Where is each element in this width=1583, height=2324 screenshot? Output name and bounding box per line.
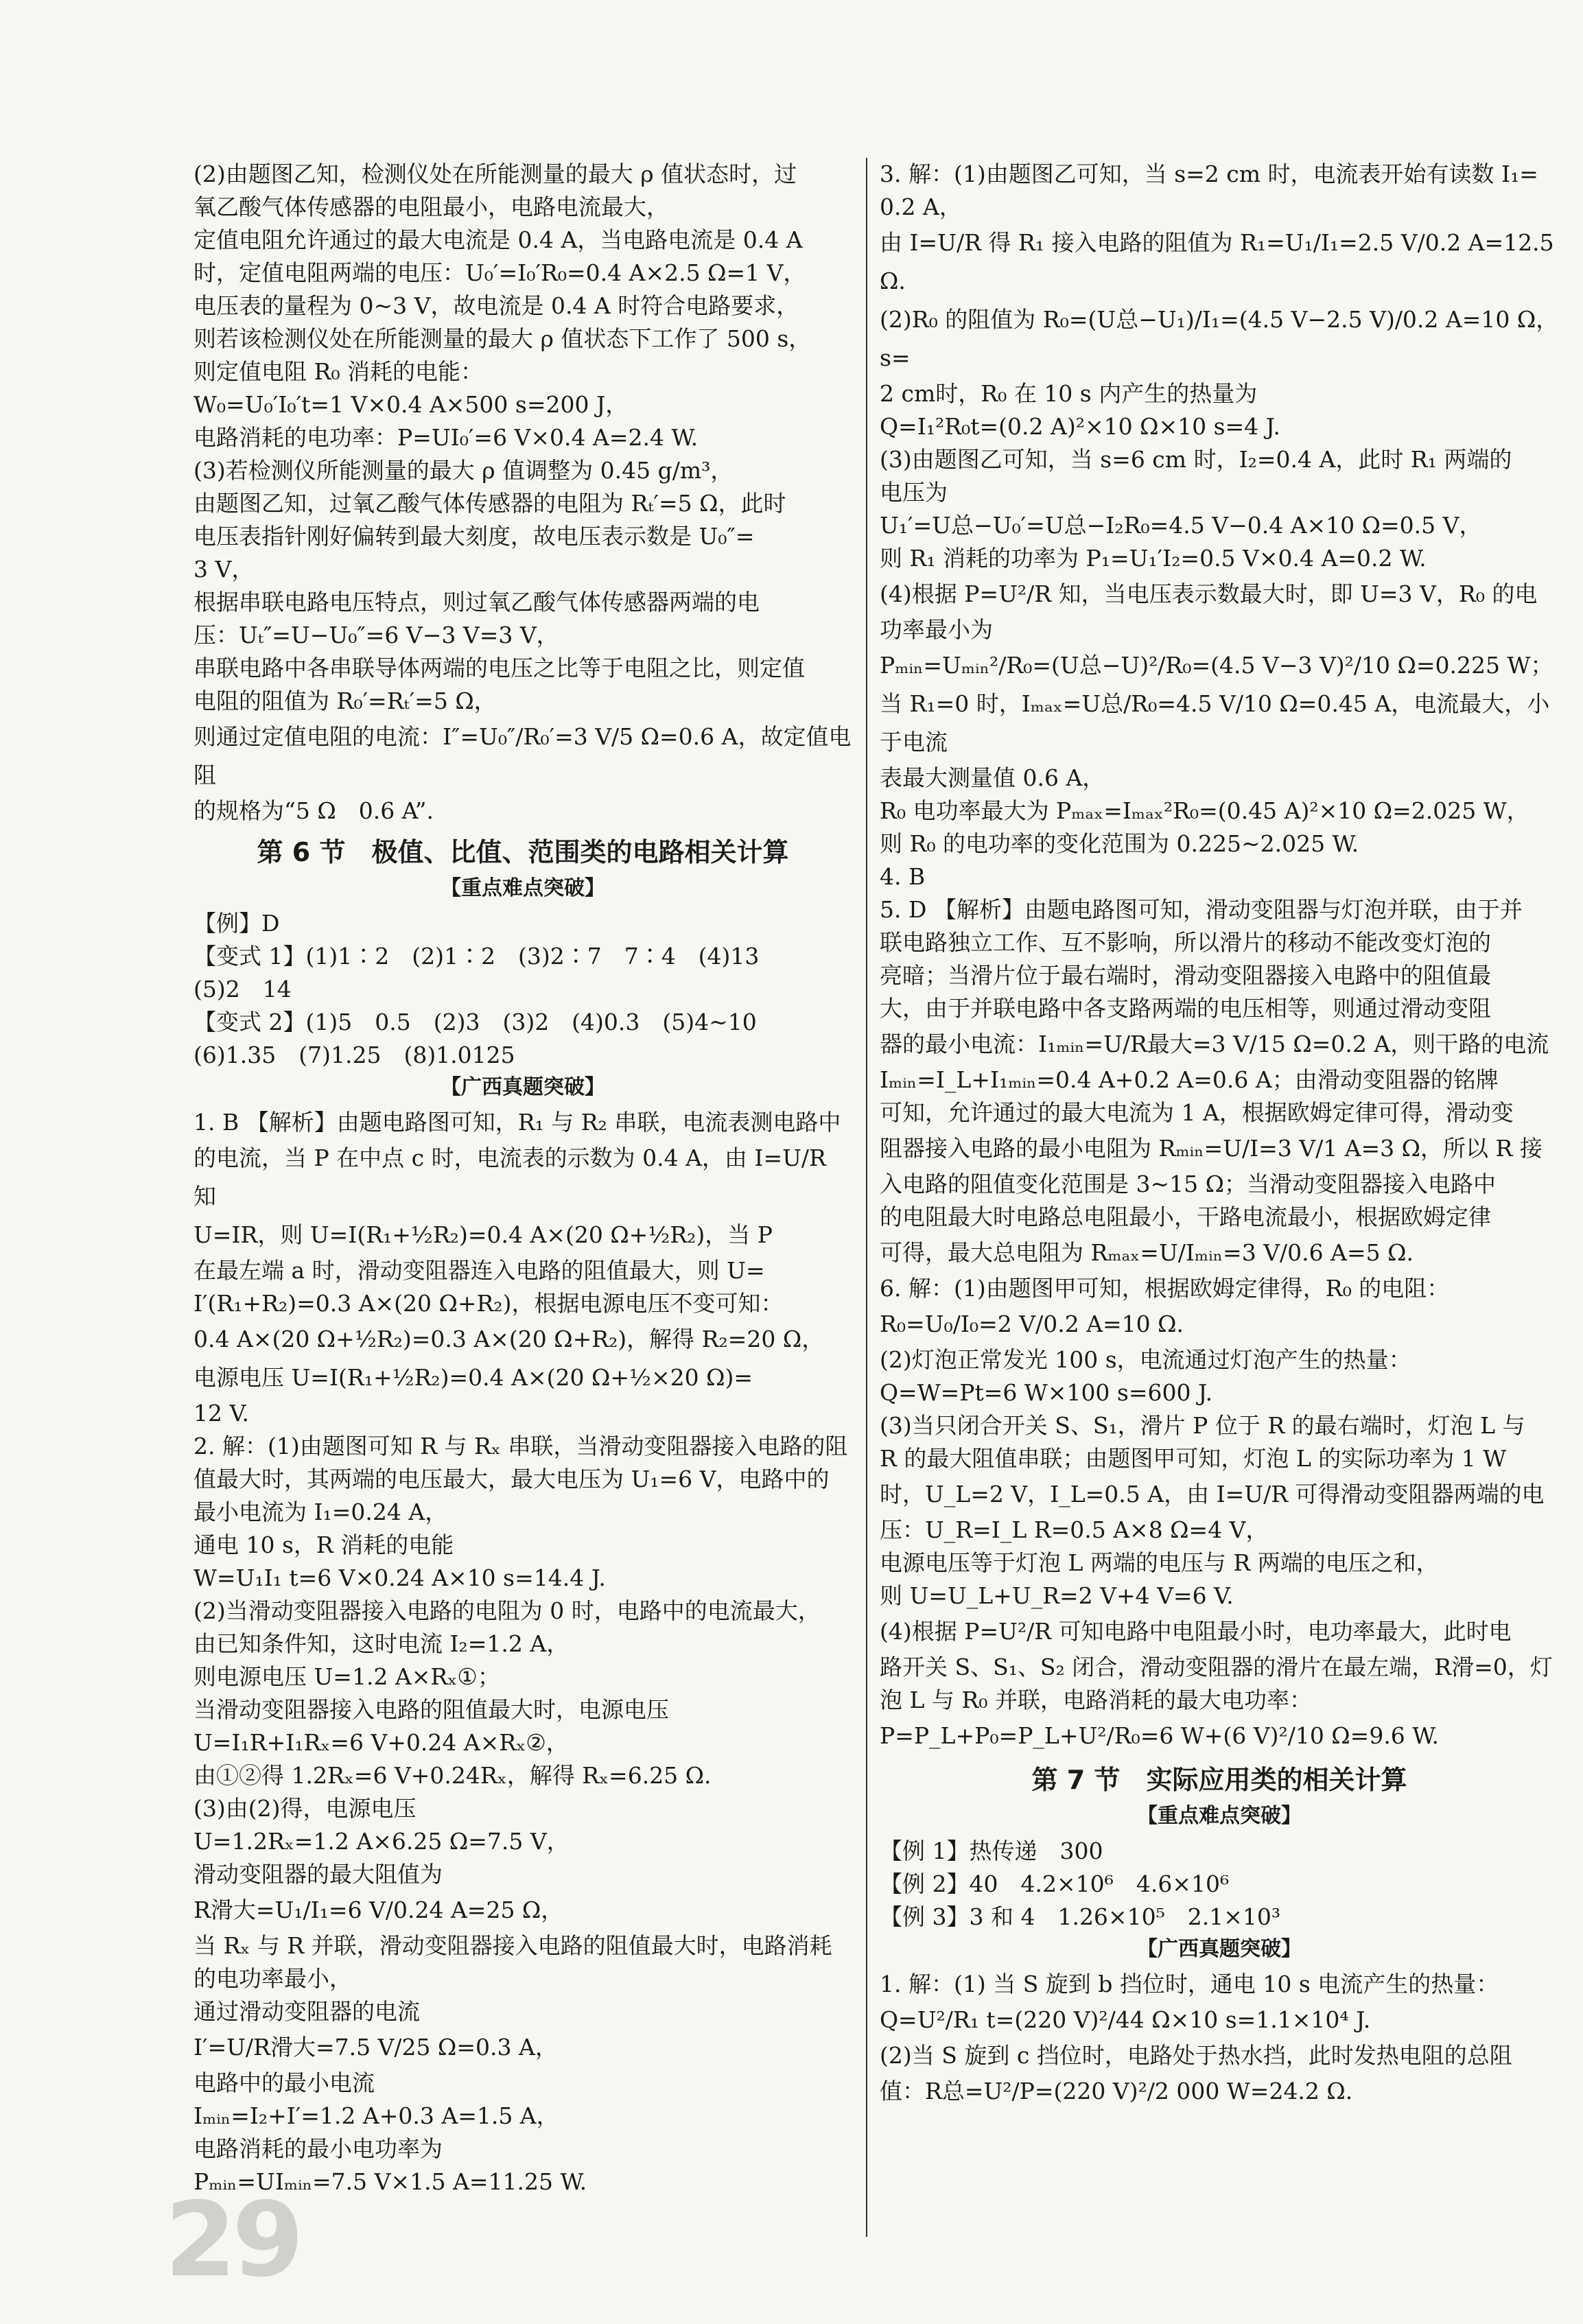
text-line: (3)由(2)得，电源电压 (194, 1795, 417, 1822)
text-line: 大，由于并联电路中各支路两端的电压相等，则通过滑动变阻 (880, 995, 1491, 1022)
question-1 (194, 1106, 852, 1430)
question-6 (880, 1272, 1559, 1755)
text-line: 0.2 A， (880, 193, 962, 220)
text-line: 值最大时，其两端的电压最大，最大电压为 U₁=6 V，电路中的 (194, 1466, 830, 1492)
text-line: 则 R₀ 的电功率的变化范围为 0.225~2.025 W. (880, 830, 1359, 857)
text-line: 【变式 2】(1)5 0.5 (2)3 (3)2 (4)0.3 (5)4~10 (194, 1009, 757, 1035)
text-line: Q=I₁²R₀t=(0.2 A)²×10 Ω×10 s=4 J. (880, 413, 1280, 440)
answer-part1 (194, 158, 852, 828)
section-7-subtitle-guangxi: 【广西真题突破】 (1137, 1937, 1302, 1961)
text-line: 压：U_R=I_L R=0.5 A×8 Ω=4 V， (880, 1516, 1269, 1543)
text-line: 3 V， (194, 556, 255, 583)
text-line: 则若该检测仪处在所能测量的最大 ρ 值状态下工作了 500 s， (194, 325, 812, 352)
text-line: Pₘᵢₙ=Uₘᵢₙ²/R₀=(U总−U)²/R₀=(4.5 V−3 V)²/10 Ω=0.225 W； (880, 652, 1553, 679)
question-5 (880, 893, 1559, 1272)
text-line: 2. 解：(1)由题图可知 R 与 Rₓ 串联，当滑动变阻器接入电路的阻 (194, 1433, 848, 1459)
text-line: U=1.2Rₓ=1.2 A×6.25 Ω=7.5 V， (194, 1828, 570, 1855)
text-line: W=U₁I₁ t=6 V×0.24 A×10 s=14.4 J. (194, 1564, 606, 1591)
text-line: 功率最小为 (880, 616, 993, 643)
text-line: 1. B 【解析】由题电路图可知，R₁ 与 R₂ 串联，电流表测电路中 (194, 1109, 841, 1136)
text-line: R₀ 电功率最大为 Pₘₐₓ=Iₘₐₓ²R₀=(0.45 A)²×10 Ω=2.025 W， (880, 797, 1529, 824)
text-line: Iₘᵢₙ=I_L+I₁ₘᵢₙ=0.4 A+0.2 A=0.6 A；由滑动变阻器的铭牌 (880, 1066, 1499, 1093)
section-7-answers (880, 1835, 1559, 1934)
text-line: (2)当滑动变阻器接入电路的电阻为 0 时，电路中的电流最大， (194, 1597, 821, 1624)
text-line: 由已知条件知，这时电流 I₂=1.2 A， (194, 1630, 570, 1657)
text-line: 串联电路中各串联导体两端的电压之比等于电阻之比，则定值 (194, 655, 805, 681)
text-line: 则 R₁ 消耗的功率为 P₁=U₁′I₂=0.5 V×0.4 A=0.2 W. (880, 545, 1427, 572)
text-line: 阻器接入电路的最小电阻为 Rₘᵢₙ=U/I=3 V/1 A=3 Ω，所以 R 接 (880, 1135, 1543, 1162)
text-line: 电源电压 U=I(R₁+½R₂)=0.4 A×(20 Ω+½×20 Ω)= (194, 1364, 753, 1391)
column-divider (866, 158, 867, 2237)
text-line: U₁′=U总−U₀′=U总−I₂R₀=4.5 V−0.4 A×10 Ω=0.5 V， (880, 512, 1482, 539)
text-line: 电路消耗的最小电功率为 (194, 2135, 443, 2162)
text-line: 1. 解：(1) 当 S 旋到 b 挡位时，通电 10 s 电流产生的热量： (880, 1971, 1499, 1997)
text-line: 压：Uₜ″=U−U₀″=6 V−3 V=3 V， (194, 622, 559, 648)
right-column (880, 158, 1562, 2283)
text-line: 可得，最大总电阻为 Rₘₐₓ=U/Iₘᵢₙ=3 V/0.6 A=5 Ω. (880, 1239, 1414, 1266)
text-line: 则定值电阻 R₀ 消耗的电能： (194, 358, 484, 385)
text-line: 由题图乙知，过氧乙酸气体传感器的电阻为 Rₜ′=5 Ω，此时 (194, 490, 786, 517)
text-line: 通电 10 s，R 消耗的电能 (194, 1531, 454, 1558)
text-line: 时，定值电阻两端的电压：U₀′=I₀′R₀=0.4 A×2.5 Ω=1 V， (194, 259, 806, 286)
text-line: Q=W=Pt=6 W×100 s=600 J. (880, 1379, 1213, 1406)
text-line: 电阻的阻值为 R₀′=Rₜ′=5 Ω， (194, 688, 497, 714)
text-line: (2)当 S 旋到 c 挡位时，电路处于热水挡，此时发热电阻的总阻 (880, 2042, 1512, 2069)
text-line: 路开关 S、S₁、S₂ 闭合，滑动变阻器的滑片在最左端，R滑=0，灯 (880, 1654, 1553, 1680)
section-6-subtitle-key-points: 【重点难点突破】 (441, 876, 605, 900)
text-line: 电压表的量程为 0~3 V，故电流是 0.4 A 时符合电路要求， (194, 292, 799, 319)
text-line: 的电阻最大时电路总电阻最小，干路电流最小，根据欧姆定律 (880, 1204, 1491, 1230)
text-line: 泡 L 与 R₀ 并联，电路消耗的最大电功率： (880, 1687, 1312, 1713)
text-line: 5. D 【解析】由题电路图可知，滑动变阻器与灯泡并联，由于并 (880, 896, 1523, 923)
text-line: Q=U²/R₁ t=(220 V)²/44 Ω×10 s=1.1×10⁴ J. (880, 2006, 1371, 2033)
text-line: R滑大=U₁/I₁=6 V/0.24 A=25 Ω， (194, 1897, 564, 1923)
text-line: Iₘᵢₙ=I₂+I′=1.2 A+0.3 A=1.5 A， (194, 2102, 559, 2129)
text-line: 由①②得 1.2Rₓ=6 V+0.24Rₓ，解得 Rₓ=6.25 Ω. (194, 1762, 712, 1789)
text-line: 的电流，当 P 在中点 c 时，电流表的示数为 0.4 A，由 I=U/R 知 (194, 1145, 834, 1210)
text-line: 电路中的最小电流 (194, 2069, 375, 2096)
text-line: 氧乙酸气体传感器的电阻最小，电路电流最大， (194, 193, 669, 220)
text-line: 【例 2】40 4.2×10⁶ 4.6×10⁶ (880, 1870, 1230, 1897)
text-line: 根据串联电路电压特点，则过氧乙酸气体传感器两端的电 (194, 589, 760, 615)
text-line: P=P_L+P₀=P_L+U²/R₀=6 W+(6 V)²/10 Ω=9.6 W. (880, 1722, 1439, 1749)
text-line: (2)灯泡正常发光 100 s，电流通过灯泡产生的热量： (880, 1346, 1411, 1373)
text-line: 器的最小电流：I₁ₘᵢₙ=U/R最大=3 V/15 Ω=0.2 A，则干路的电流 (880, 1031, 1549, 1057)
section-6-title: 第 6 节 极值、比值、范围类的电路相关计算 (257, 837, 789, 867)
text-line: 值：R总=U²/P=(220 V)²/2 000 W=24.2 Ω. (880, 2078, 1353, 2104)
text-line: 【变式 1】(1)1∶2 (2)1∶2 (3)2∶7 7∶4 (4)13 (194, 943, 760, 970)
text-line: 由 I=U/R 得 R₁ 接入电路的阻值为 R₁=U₁/I₁=2.5 V/0.2 A=12.5 Ω. (880, 229, 1562, 294)
text-line: (3)由题图乙可知，当 s=6 cm 时，I₂=0.4 A，此时 R₁ 两端的 (880, 446, 1512, 473)
text-line: (4)根据 P=U²/R 可知电路中电阻最小时，电功率最大，此时电 (880, 1618, 1512, 1645)
text-line: 电路消耗的电功率：P=UI₀′=6 V×0.4 A=2.4 W. (194, 424, 699, 451)
text-line: (2)R₀ 的阻值为 R₀=(U总−U₁)/I₁=(4.5 V−2.5 V)/0.2 A=10 Ω，s= (880, 306, 1559, 371)
text-line: W₀=U₀′I₀′t=1 V×0.4 A×500 s=200 J， (194, 391, 629, 418)
text-line: 电压为 (880, 479, 948, 506)
text-line: 【例 1】热传递 300 (880, 1838, 1103, 1864)
question-4-answer: 4. B (880, 863, 926, 890)
text-line: 的电功率最小， (194, 1965, 352, 1992)
text-line: (2)由题图乙知，检测仪处在所能测量的最大 ρ 值状态时，过 (194, 161, 797, 187)
text-line: U=I₁R+I₁Rₓ=6 V+0.24 A×Rₓ②， (194, 1729, 569, 1756)
question-2 (194, 1430, 852, 2198)
page-number: 29 (165, 2181, 300, 2300)
text-line: (3)若检测仪所能测量的最大 ρ 值调整为 0.45 g/m³， (194, 457, 734, 484)
text-line: I′=U/R滑大=7.5 V/25 Ω=0.3 A， (194, 2034, 558, 2061)
text-line: 时，U_L=2 V，I_L=0.5 A，由 I=U/R 可得滑动变阻器两端的电 (880, 1481, 1545, 1507)
section-7-title: 第 7 节 实际应用类的相关计算 (1031, 1765, 1407, 1795)
section-7-question-1 (880, 1968, 1559, 2111)
text-line: 当 R₁=0 时，Iₘₐₓ=U总/R₀=4.5 V/10 Ω=0.45 A，电流最大，小于电流 (880, 690, 1550, 755)
text-line: 可知，允许通过的最大电流为 1 A，根据欧姆定律可得，滑动变 (880, 1099, 1514, 1126)
text-line: 则 U=U_L+U_R=2 V+4 V=6 V. (880, 1582, 1234, 1609)
text-line: I′(R₁+R₂)=0.3 A×(20 Ω+R₂)，根据电源电压不变可知： (194, 1290, 784, 1317)
text-line: R₀=U₀/I₀=2 V/0.2 A=10 Ω. (880, 1311, 1184, 1337)
text-line: 电源电压等于灯泡 L 两端的电压与 R 两端的电压之和， (880, 1549, 1439, 1576)
text-line: U=IR，则 U=I(R₁+½R₂)=0.4 A×(20 Ω+½R₂)，当 P (194, 1221, 773, 1248)
text-line: (3)当只闭合开关 S、S₁，滑片 P 位于 R 的最右端时，灯泡 L 与 (880, 1412, 1525, 1439)
text-line: 滑动变阻器的最大阻值为 (194, 1861, 443, 1888)
text-line: 定值电阻允许通过的最大电流是 0.4 A，当电路电流是 0.4 A (194, 226, 803, 253)
text-line: 表最大测量值 0.6 A， (880, 764, 1105, 791)
text-line: 当滑动变阻器接入电路的阻值最大时，电源电压 (194, 1696, 669, 1723)
text-line: 在最左端 a 时，滑动变阻器连入电路的阻值最大，则 U= (194, 1257, 765, 1284)
text-line: 入电路的阻值变化范围是 3~15 Ω；当滑动变阻器接入电路中 (880, 1171, 1496, 1197)
section-6-subtitle-guangxi: 【广西真题突破】 (441, 1075, 605, 1099)
text-line: 当 Rₓ 与 R 并联，滑动变阻器接入电路的阻值最大时，电路消耗 (194, 1932, 832, 1959)
text-line: 【例】D (194, 910, 280, 937)
text-line: (4)根据 P=U²/R 知，当电压表示数最大时，即 U=3 V，R₀ 的电 (880, 580, 1538, 607)
section-7-subtitle-key-points: 【重点难点突破】 (1137, 1804, 1302, 1828)
text-line: 3. 解：(1)由题图乙可知，当 s=2 cm 时，电流表开始有读数 I₁= (880, 161, 1538, 187)
section-6-answers (194, 907, 852, 1072)
text-line: 0.4 A×(20 Ω+½R₂)=0.3 A×(20 Ω+R₂)，解得 R₂=20 Ω， (194, 1326, 825, 1352)
text-line: 联电路独立工作、互不影响，所以滑片的移动不能改变灯泡的 (880, 929, 1491, 956)
text-line: 电压表指针刚好偏转到最大刻度，故电压表示数是 U₀″= (194, 523, 755, 550)
text-line: Pₘᵢₙ=UIₘᵢₙ=7.5 V×1.5 A=11.25 W. (194, 2168, 587, 2195)
text-line: 6. 解：(1)由题图甲可知，根据欧姆定律得，R₀ 的电阻： (880, 1275, 1450, 1302)
text-line: 2 cm时，R₀ 在 10 s 内产生的热量为 (880, 380, 1258, 407)
text-line: (5)2 14 (194, 976, 292, 1002)
left-column (194, 158, 852, 2283)
text-line: 的规格为“5 Ω 0.6 A”. (194, 797, 434, 824)
text-line: 亮暗；当滑片位于最右端时，滑动变阻器接入电路中的阻值最 (880, 962, 1491, 989)
text-line: (6)1.35 (7)1.25 (8)1.0125 (194, 1042, 515, 1068)
text-line: 最小电流为 I₁=0.24 A， (194, 1499, 448, 1525)
question-3 (880, 158, 1562, 860)
text-line: 12 V. (194, 1400, 250, 1427)
text-line: 则电源电压 U=1.2 A×Rₓ①； (194, 1663, 500, 1690)
text-line: 【例 3】3 和 4 1.26×10⁵ 2.1×10³ (880, 1903, 1281, 1930)
text-line: R 的最大阻值串联；由题图甲可知，灯泡 L 的实际功率为 1 W (880, 1445, 1507, 1472)
text-line: 通过滑动变阻器的电流 (194, 1998, 420, 2025)
text-line: 则通过定值电阻的电流：I″=U₀″/R₀′=3 V/5 Ω=0.6 A，故定值电阻 (194, 723, 852, 788)
